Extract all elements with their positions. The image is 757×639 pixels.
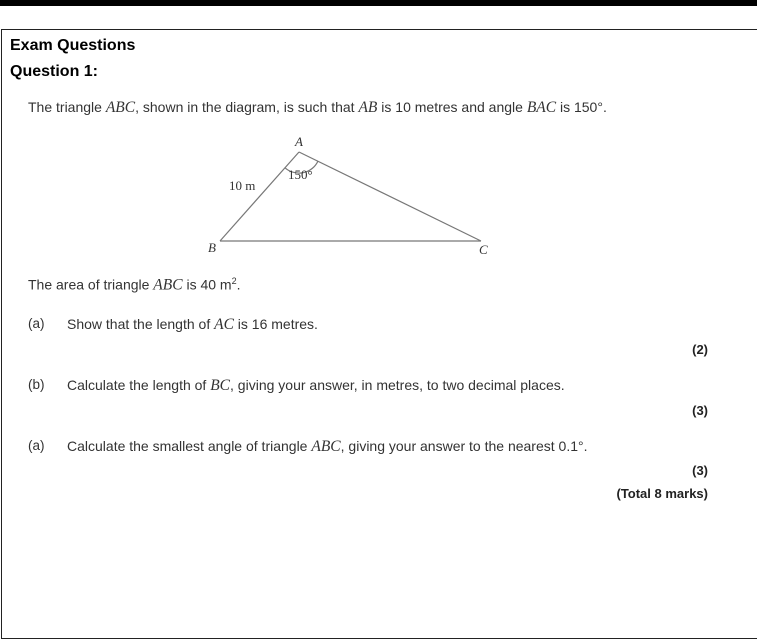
intro-text: The triangle ABC, shown in the diagram, is such that AB is 10 metres and angle BAC is 150°. [28, 99, 607, 116]
top-border [0, 0, 757, 6]
side-ab-label: 10 m [229, 178, 256, 193]
side-ab [220, 152, 299, 241]
part-label: (b) [28, 377, 45, 392]
side-ac [299, 152, 481, 241]
page-title: Exam Questions [10, 37, 136, 54]
part-marks: (3) [692, 463, 708, 478]
part-label: (a) [28, 316, 45, 331]
vertex-label-c: C [479, 242, 488, 257]
question-frame [1, 29, 757, 639]
part-marks: (3) [692, 403, 708, 418]
total-marks: (Total 8 marks) [616, 486, 708, 501]
vertex-label-a: A [295, 134, 303, 149]
part-label: (a) [28, 438, 45, 453]
vertex-label-b: B [208, 240, 216, 255]
part-text: Show that the length of AC is 16 metres. [67, 316, 318, 333]
area-text: The area of triangle ABC is 40 $m^2$. [28, 276, 241, 294]
question-title: Question 1: [10, 63, 99, 80]
part-text: Calculate the length of BC, giving your answer, in metres, to two decimal places. [67, 377, 565, 394]
part-text: Calculate the smallest angle of triangle ABC, giving your answer to the nearest 0.1°. [67, 438, 588, 455]
part-marks: (2) [692, 342, 708, 357]
triangle-diagram [200, 128, 510, 263]
angle-a-label: 150° [288, 167, 313, 182]
